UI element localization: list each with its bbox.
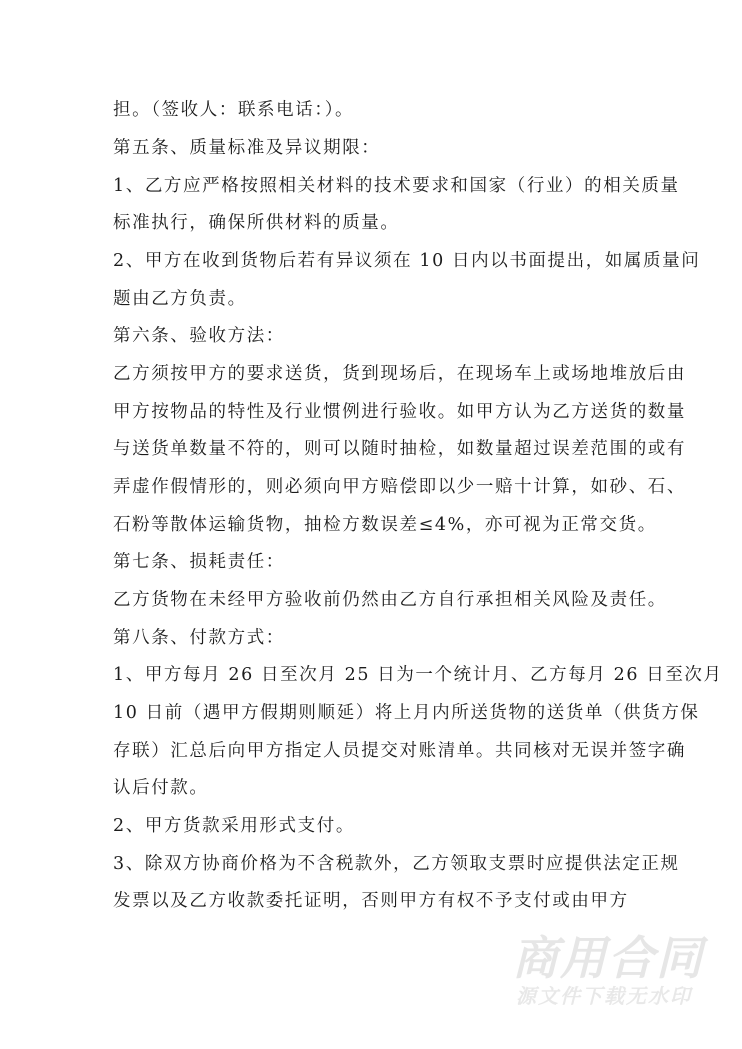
section-heading-8: 第八条、付款方式： (113, 628, 285, 648)
text-line: 3、除双方协商价格为不含税款外，乙方领取支票时应提供法定正规 (113, 854, 680, 874)
text-line: 发票以及乙方收款委托证明，否则甲方有权不予支付或由甲方 (113, 891, 629, 911)
watermark-title: 商用合同 (512, 931, 704, 985)
text-line: 1、甲方每月 26 日至次月 25 日为一个统计月、乙方每月 26 日至次月 (113, 665, 723, 685)
text-line: 1、乙方应严格按照相关材料的技术要求和国家（行业）的相关质量 (113, 176, 680, 196)
text-line: 乙方须按甲方的要求送货，货到现场后，在现场车上或场地堆放后由 (113, 364, 686, 384)
text-line: 存联）汇总后向甲方指定人员提交对账清单。共同核对无误并签字确 (113, 741, 686, 761)
watermark-subtitle: 源文件下载无水印 (516, 984, 692, 1008)
text-line: 乙方货物在未经甲方验收前仍然由乙方自行承担相关风险及责任。 (113, 590, 667, 610)
section-heading-5: 第五条、质量标准及异议期限： (113, 138, 381, 158)
text-line: 石粉等散体运输货物，抽检方数误差≤4%，亦可视为正常交货。 (113, 515, 657, 535)
text-line: 10 日前（遇甲方假期则顺延）将上月内所送货物的送货单（供货方保 (113, 703, 700, 723)
text-line: 认后付款。 (113, 778, 209, 798)
section-heading-6: 第六条、验收方法： (113, 326, 285, 346)
text-line: 题由乙方负责。 (113, 289, 247, 309)
text-line: 2、甲方在收到货物后若有异议须在 10 日内以书面提出，如属质量问 (113, 251, 701, 271)
text-line: 标准执行，确保所供材料的质量。 (113, 213, 400, 233)
section-heading-7: 第七条、损耗责任： (113, 552, 285, 572)
text-line: 担。（签收人：联系电话：）。 (113, 100, 355, 120)
text-line: 与送货单数量不符的，则可以随时抽检，如数量超过误差范围的或有 (113, 439, 686, 459)
text-line: 2、甲方货款采用形式支付。 (113, 816, 355, 836)
text-line: 甲方按物品的特性及行业惯例进行验收。如甲方认为乙方送货的数量 (113, 402, 686, 422)
text-line: 弄虚作假情形的，则必须向甲方赔偿即以少一赔十计算，如砂、石、 (113, 477, 686, 497)
